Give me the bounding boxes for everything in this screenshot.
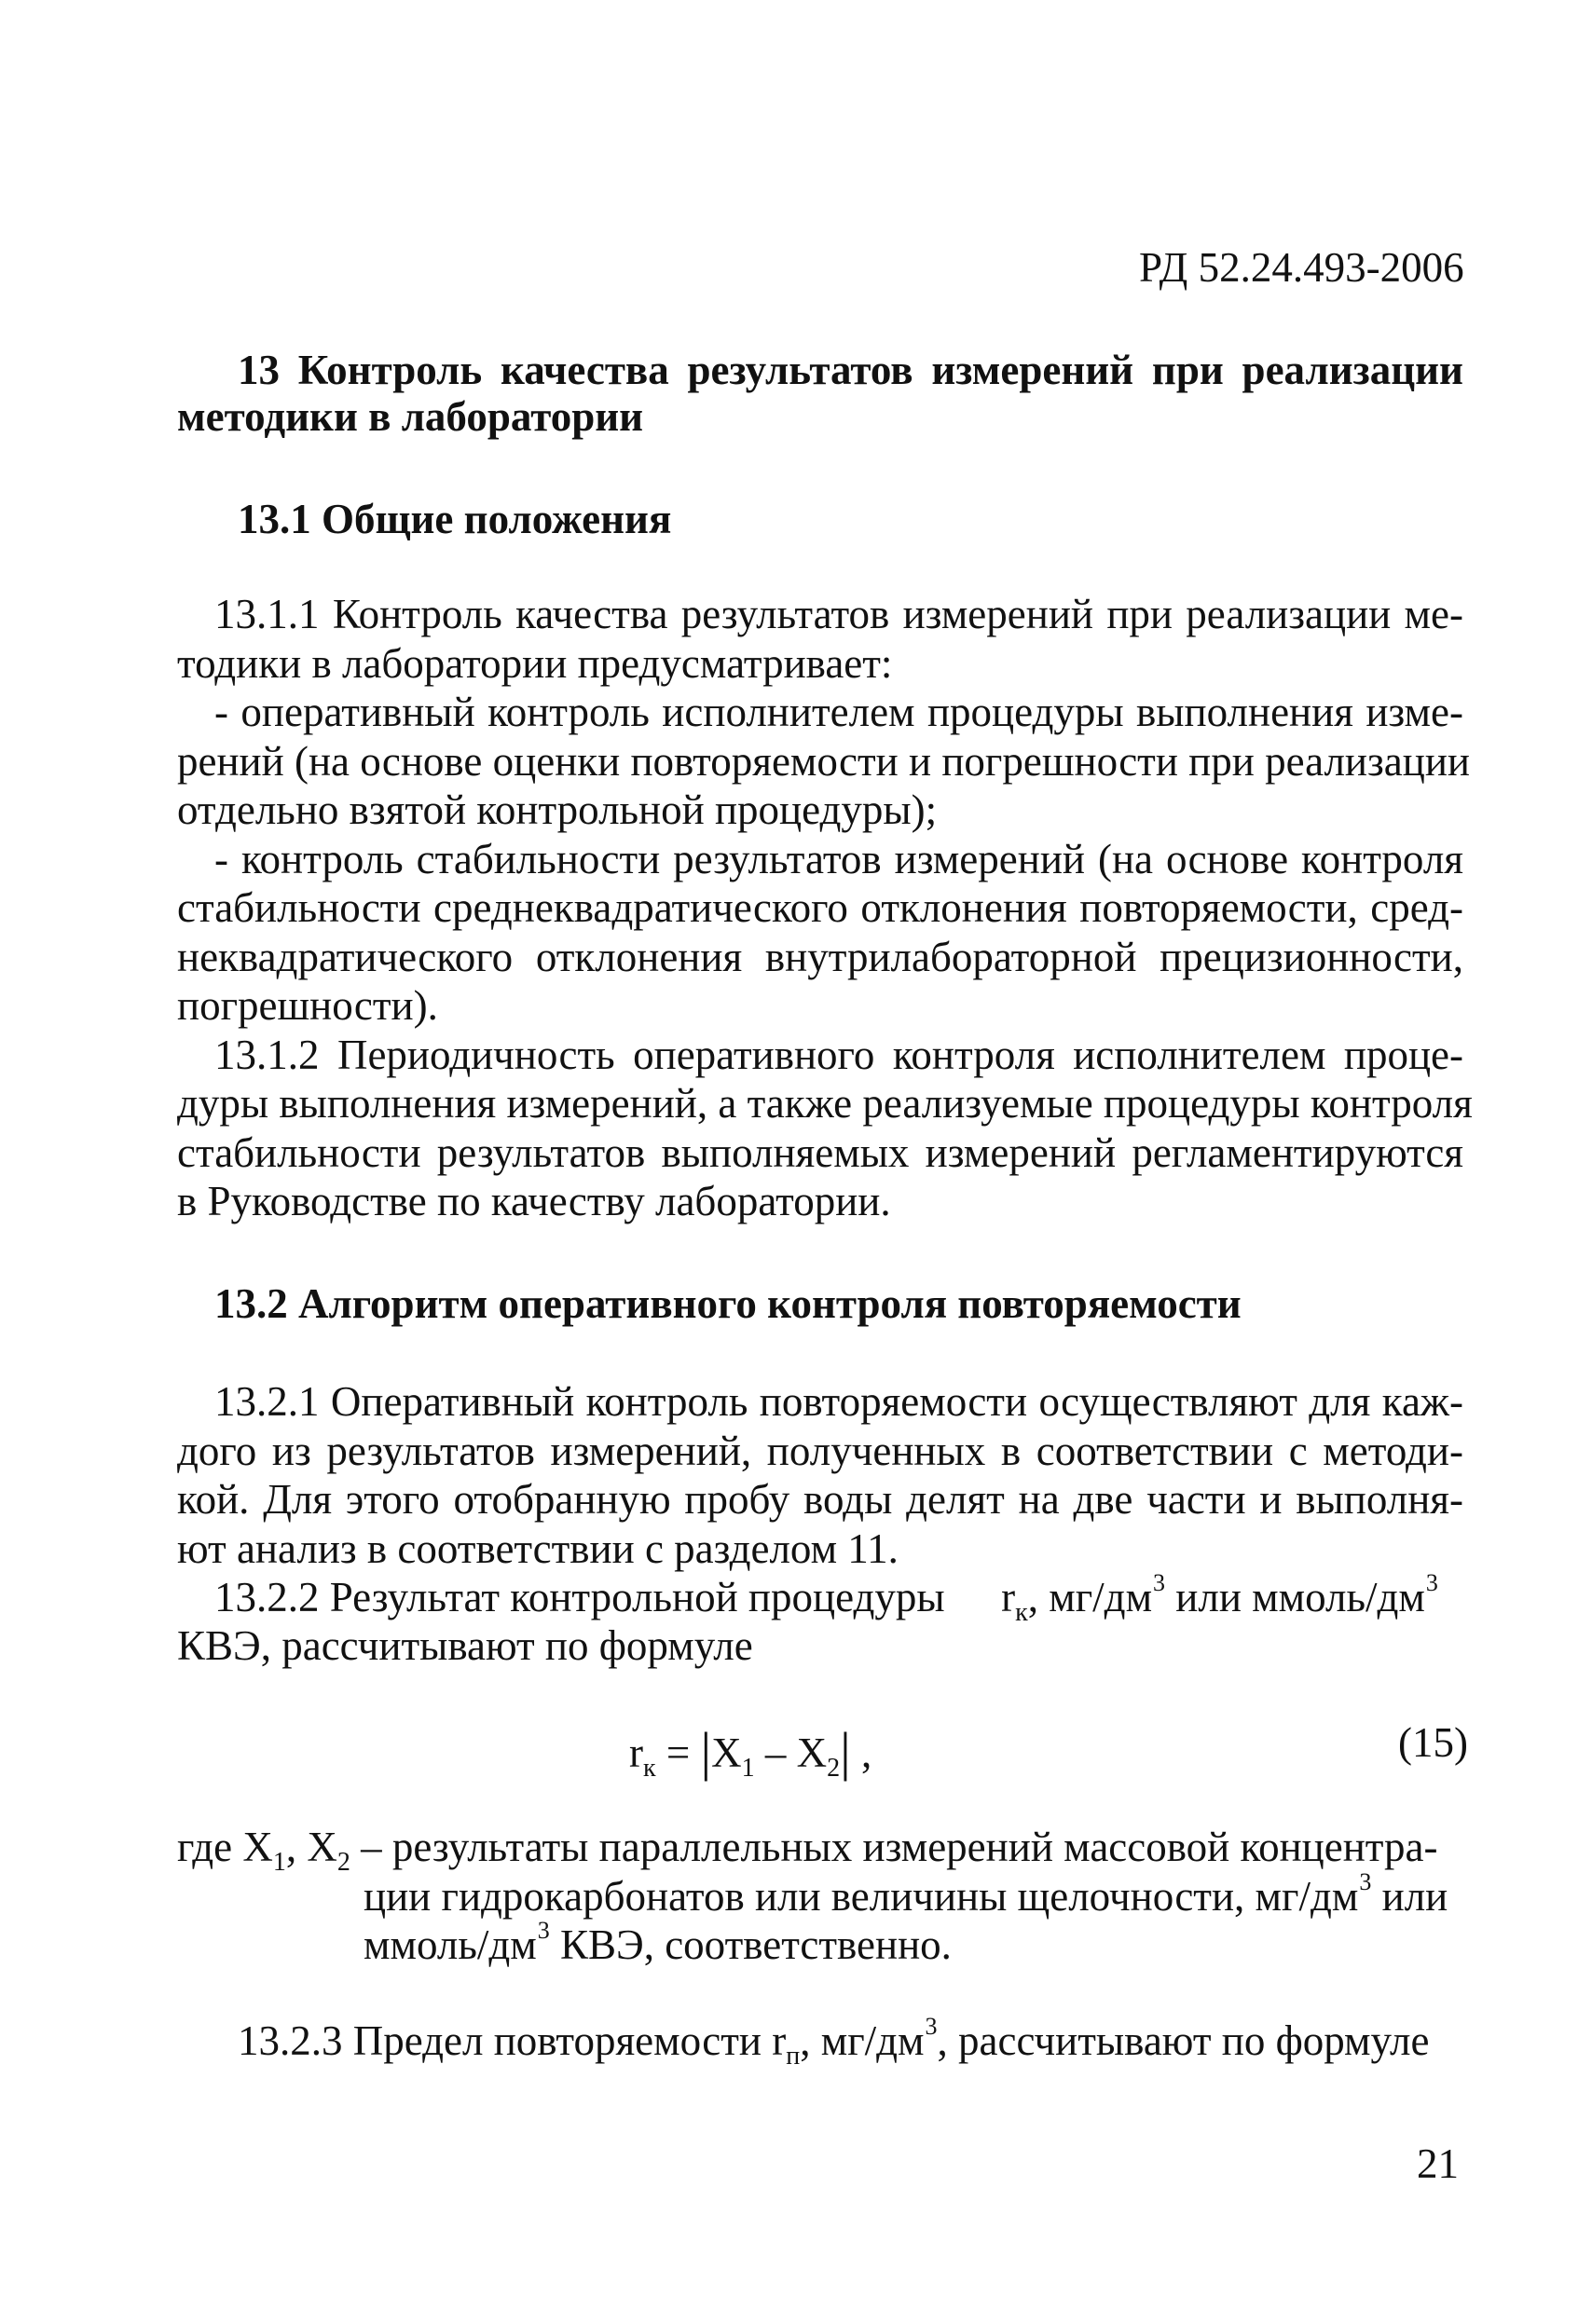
where-line-1: где $X_1$, $X_2$ – результаты параллельных измерений массовой концентра-: [177, 1824, 1438, 1877]
paragraph-text: 13.2.2 Результат контрольной процедуры: [214, 1574, 945, 1620]
subsection-heading-13-2: 13.2 Алгоритм оперативного контроля повторяемости: [214, 1280, 1242, 1327]
unit-mmol-dm3: ммоль/дм: [1252, 1574, 1425, 1620]
formula-15: $r_к = |X_1 - X_2|$ ,: [629, 1721, 872, 1783]
paragraph-line: тодики в лаборатории предусматривает:: [177, 640, 893, 687]
paragraph-line: рений (на основе оценки повторяемости и погрешности при реализации: [177, 738, 1471, 785]
paragraph-line: погрешности).: [177, 982, 438, 1029]
paragraph-line: 13.1.2 Периодичность оперативного контроля исполнителем проце-: [214, 1032, 1463, 1078]
document-code: РД 52.24.493-2006: [1139, 244, 1464, 291]
rk-symbol: $r_к$: [1001, 1574, 1028, 1627]
paragraph-line: в Руководстве по качеству лаборатории.: [177, 1178, 891, 1224]
paragraph-line: стабильности среднеквадратического отклонения повторяемости, сред-: [177, 884, 1463, 931]
paragraph-line: кой. Для этого отобранную пробу воды делят на две части и выполня-: [177, 1476, 1463, 1523]
where-line-3: ммоль/$дм^3$ КВЭ, соответственно.: [364, 1917, 952, 1968]
abs-bar-right: |: [840, 1721, 851, 1782]
paragraph-line: дуры выполнения измерений, а также реализуемые процедуры контроля: [177, 1080, 1473, 1127]
section-heading-line-2: методики в лаборатории: [177, 393, 644, 440]
paragraph-line: отдельно взятой контрольной процедуры);: [177, 786, 938, 833]
page-number: 21: [1417, 2140, 1459, 2187]
paragraph-13-2-2-line-2: КВЭ, рассчитывают по формуле: [177, 1622, 753, 1669]
paragraph-line: дого из результатов измерений, полученных в соответствии с методи-: [177, 1428, 1463, 1474]
paragraph-line: - контроль стабильности результатов измерений (на основе контроля: [214, 836, 1463, 882]
paragraph-line: ют анализ в соответствии с разделом 11.: [177, 1525, 899, 1572]
paragraph-line: 13.1.1 Контроль качества результатов измерений при реализации ме-: [214, 591, 1463, 637]
paragraph-line: стабильности результатов выполняемых измерений регламентируются: [177, 1129, 1463, 1176]
section-heading-line-1: 13 Контроль качества результатов измерений при реализации: [238, 347, 1463, 393]
unit-mg-dm3: мг/дм: [1049, 1574, 1153, 1620]
paragraph-13-2-2-line-1: 13.2.2 Результат контрольной процедуры $r_к$, $мг/дм^3$ или ммоль/$дм^3$: [214, 1569, 1438, 1627]
paragraph-line: - оперативный контроль исполнителем процедуры выполнения изме-: [214, 689, 1463, 735]
abs-bar-left: |: [700, 1721, 712, 1782]
subsection-heading-13-1: 13.1 Общие положения: [238, 496, 672, 542]
paragraph-line: неквадратического отклонения внутрилабораторной прецизионности,: [177, 934, 1463, 980]
paragraph-line: 13.2.1 Оперативный контроль повторяемости осуществляют для каж-: [214, 1378, 1463, 1425]
where-line-2: ции гидрокарбонатов или величины щелочности, $мг/дм^3$ или: [364, 1868, 1448, 1920]
formula-number: (15): [1398, 1719, 1468, 1766]
paragraph-13-2-3: 13.2.3 Предел повторяемости $r_п$, $мг/дм^3$, рассчитывают по формуле: [238, 2013, 1430, 2071]
